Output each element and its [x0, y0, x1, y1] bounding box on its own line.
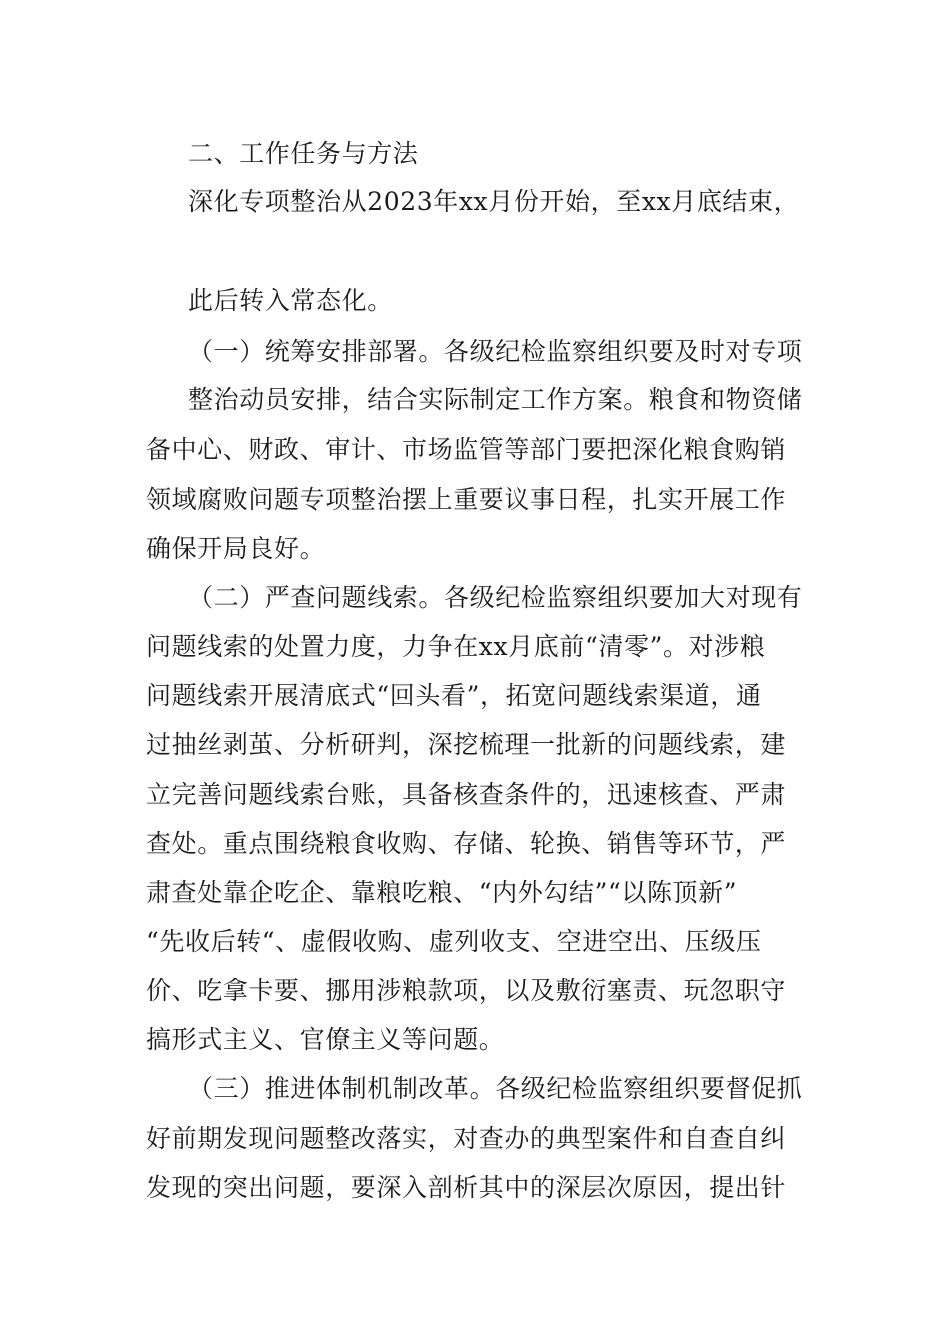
paragraph-line: 查处。重点围绕粮食收购、存储、轮换、销售等环节，严 — [146, 829, 787, 858]
paragraph-line: 发现的突出问题，要深入剖析其中的深层次原因，提出针 — [146, 1173, 787, 1202]
paragraph-line: 领域腐败问题专项整治摆上重要议事日程，扎实开展工作 — [146, 485, 787, 514]
paragraph-line: （二）严查问题线索。各级纪检监察组织要加大对现有 — [188, 583, 803, 612]
paragraph-line: 好前期发现问题整改落实，对查办的典型案件和自查自纠 — [146, 1124, 787, 1153]
paragraph-line: 问题线索开展清底式“回头看”，拓宽问题线索渠道，通 — [146, 681, 762, 710]
paragraph-line: 确保开局良好。 — [146, 534, 326, 563]
paragraph-line: （三）推进体制机制改革。各级纪检监察组织要督促抓 — [188, 1074, 803, 1103]
paragraph-line: 过抽丝剥茧、分析研判，深挖梳理一批新的问题线索，建 — [146, 730, 787, 759]
paragraph-line: 整治动员安排，结合实际制定工作方案。粮食和物资储 — [188, 385, 803, 414]
paragraph-line: 价、吃拿卡要、挪用涉粮款项，以及敷衍塞责、玩忽职守 — [146, 976, 787, 1005]
paragraph-line: 备中心、财政、审计、市场监管等部门要把深化粮食购销 — [146, 435, 787, 464]
paragraph-line: 肃查处靠企吃企、靠粮吃粮、“内外勾结”“以陈顶新” — [146, 878, 738, 907]
paragraph-line: 深化专项整治从2023年xx月份开始，至xx月底结束， — [188, 187, 800, 216]
paragraph-line: 搞形式主义、官僚主义等问题。 — [146, 1025, 505, 1054]
paragraph-line: 问题线索的处置力度，力争在xx月底前“清零”。对涉粮 — [146, 632, 766, 661]
paragraph-line: （一）统筹安排部署。各级纪检监察组织要及时对专项 — [188, 337, 803, 366]
paragraph-line: 此后转入常态化。 — [188, 286, 393, 315]
paragraph-line: 立完善问题线索台账，具备核查条件的，迅速核查、严肃 — [146, 780, 787, 809]
section-heading: 二、工作任务与方法 — [188, 139, 419, 168]
paragraph-line: “先收后转“、虚假收购、虚列收支、空进空出、压级压 — [146, 927, 762, 956]
